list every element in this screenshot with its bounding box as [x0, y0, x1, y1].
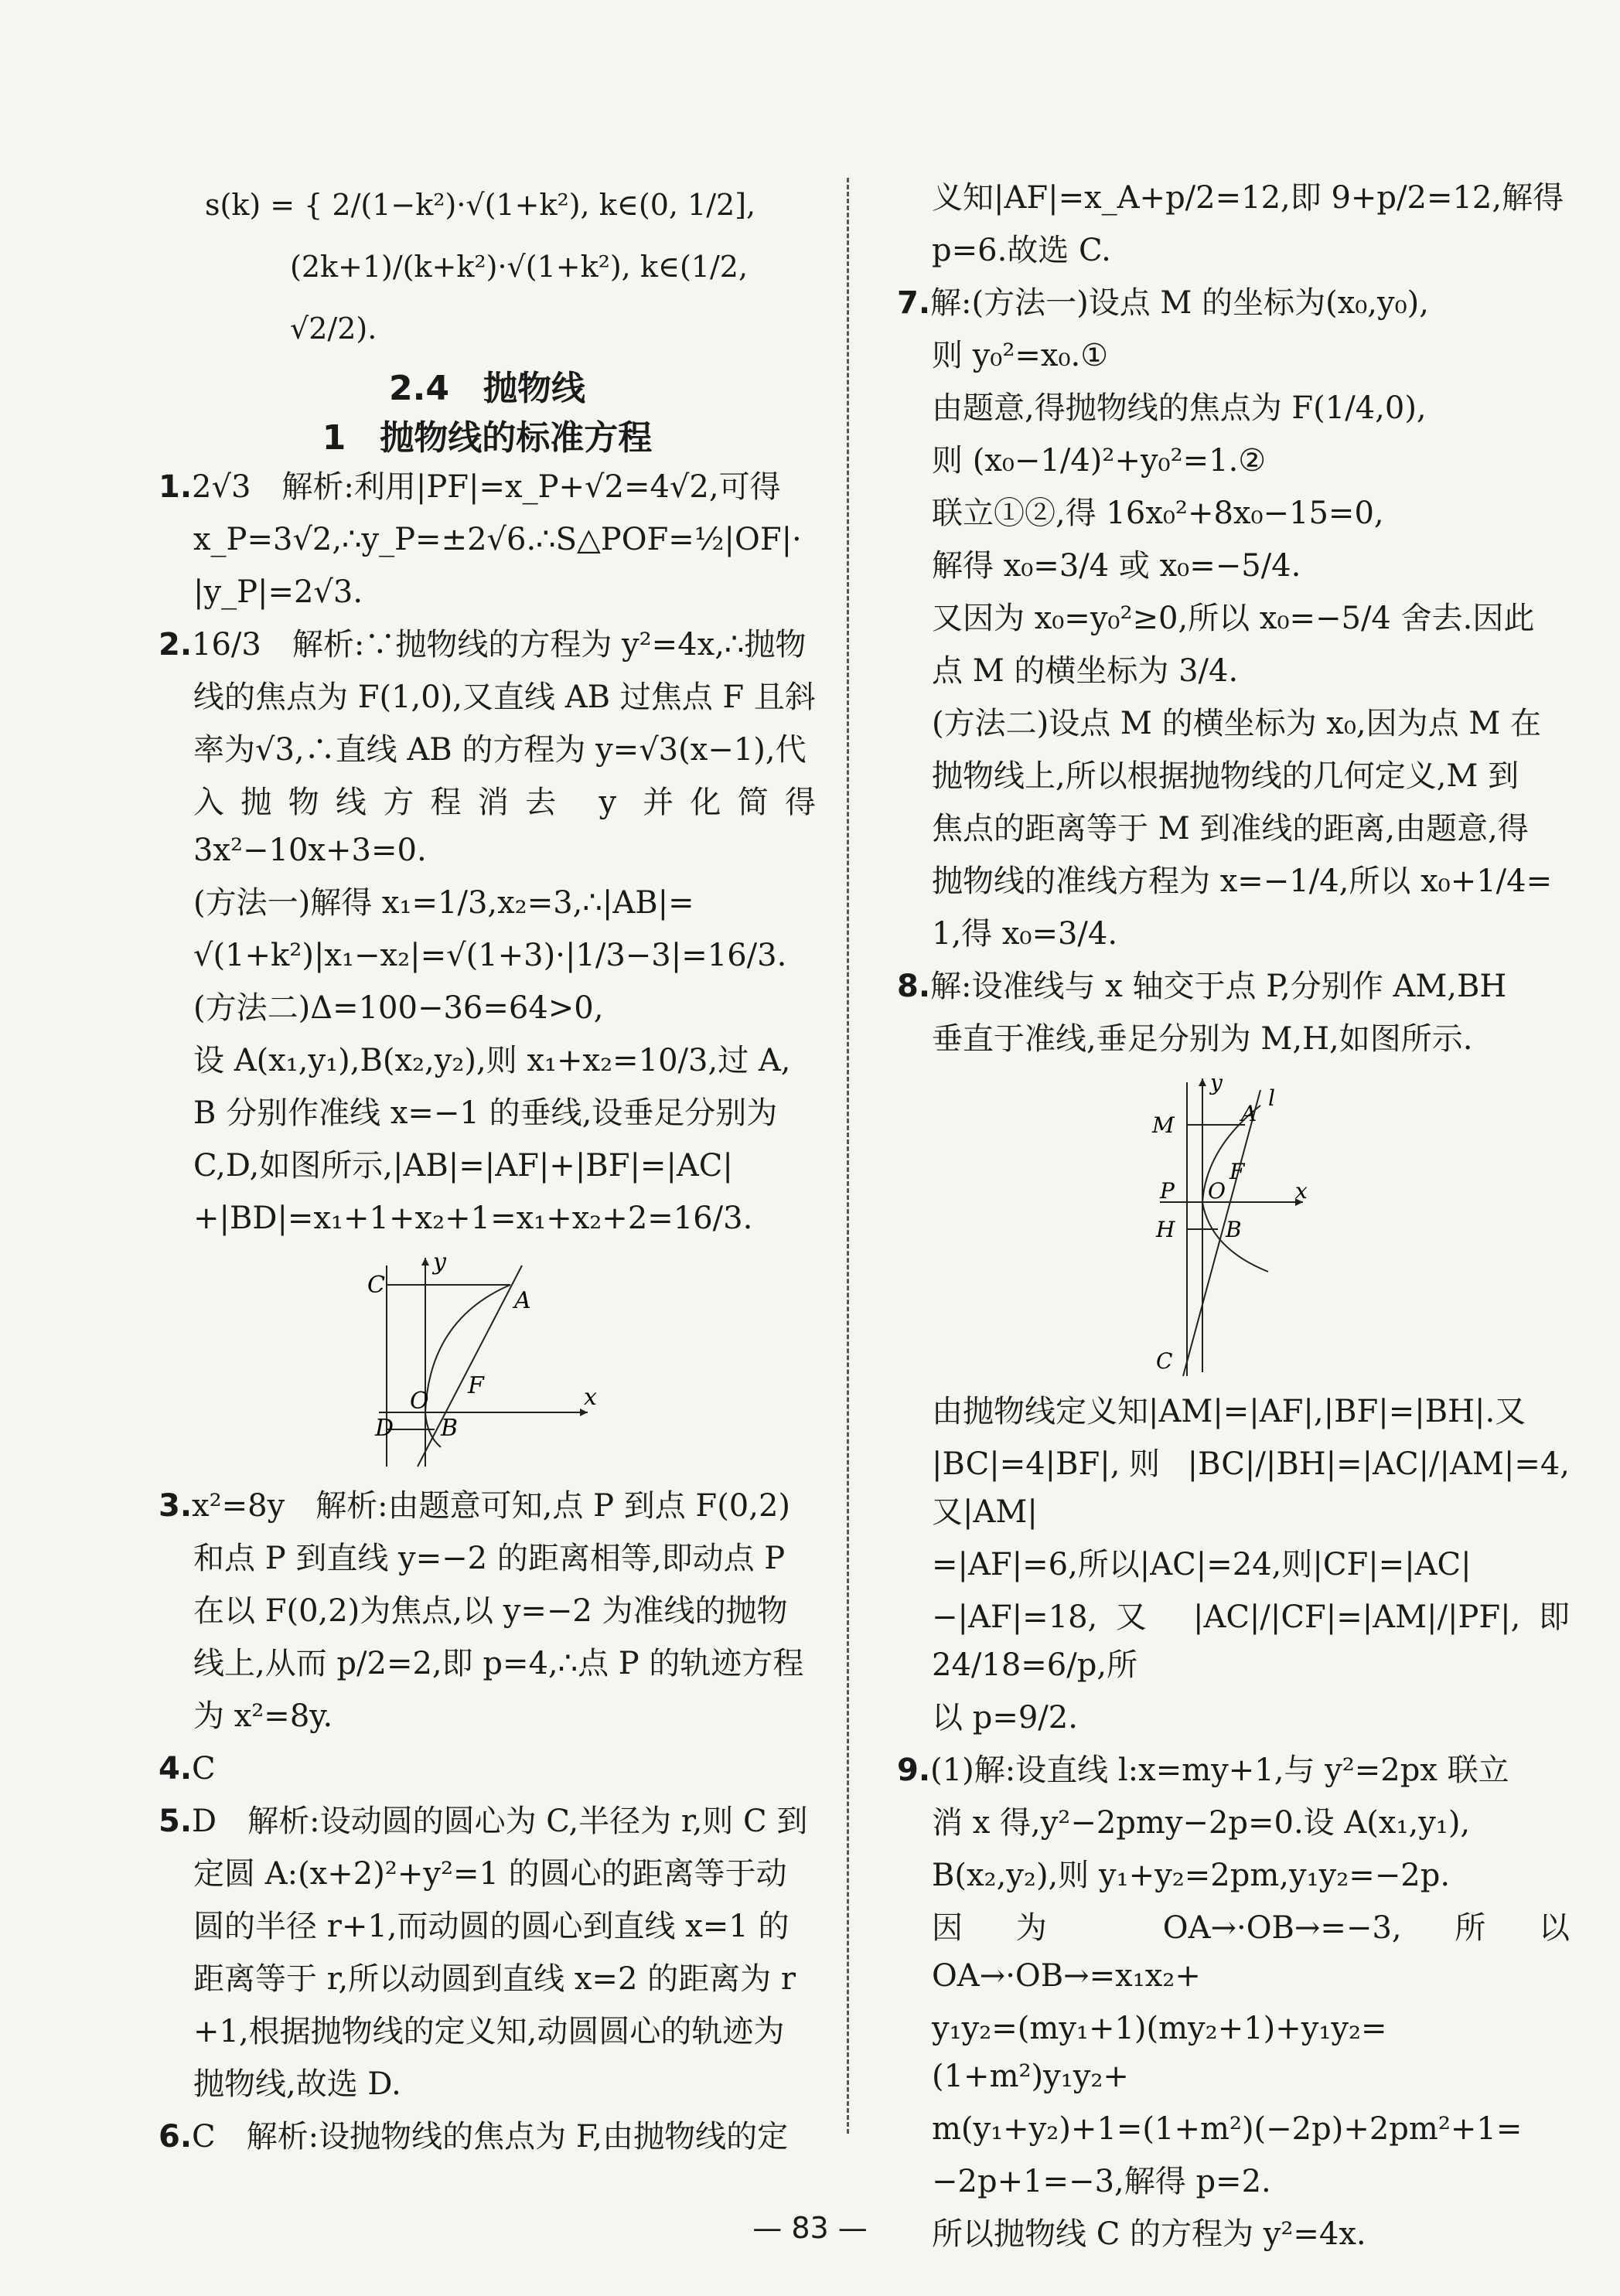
answer-line: 因为 OA→·OB→=−3,所以 OA→·OB→=x₁x₂+ [932, 1910, 1570, 1994]
label-l: l [1268, 1085, 1275, 1111]
subsection-title: 1 抛物线的标准方程 [322, 418, 653, 458]
label-y: y [1210, 1070, 1223, 1095]
question-2 [159, 621, 816, 1242]
question-number: 6. [159, 2119, 193, 2155]
answer-line: 解:设准线与 x 轴交于点 P,分别作 AM,BH [930, 969, 1507, 1004]
line-l [1183, 1090, 1260, 1376]
answer-text: C [192, 1751, 216, 1787]
answer-line: y₁y₂=(my₁+1)(my₂+1)+y₁y₂=(1+m²)y₁y₂+ [932, 2011, 1387, 2094]
answer-line: C,D,如图所示,|AB|=|AF|+|BF|=|AC| [193, 1148, 733, 1184]
answer-line: 垂直于准线,垂足分别为 M,H,如图所示. [932, 1021, 1473, 1057]
answer-line: 则 (x₀−1/4)²+y₀²=1.② [932, 443, 1267, 479]
answer-line: |BC|=4|BF|,则 |BC|/|BH|=|AC|/|AM|=4,又|AM| [932, 1446, 1570, 1530]
question-3 [159, 1482, 816, 1740]
answer-line: (方法一)解得 x₁=1/3,x₂=3,∴|AB|= [193, 885, 694, 921]
question-8 [897, 962, 1570, 1742]
answer-line: 焦点的距离等于 M 到准线的距离,由题意,得 [932, 811, 1529, 847]
piecewise-line-2: (2k+1)/(k+k²)·√(1+k²), k∈(1/2, √2/2). [290, 250, 749, 346]
answer-line: 点 M 的横坐标为 3/4. [932, 653, 1239, 689]
answer-line: −2p+1=−3,解得 p=2. [932, 2164, 1271, 2199]
question-number: 3. [159, 1488, 193, 1524]
label-x: x [1295, 1178, 1308, 1204]
question-number: 1. [159, 469, 193, 505]
answer-line: 距离等于 r,所以动圆到直线 x=2 的距离为 r [193, 1961, 796, 1997]
answer-line: 率为√3,∴直线 AB 的方程为 y=√3(x−1),代 [193, 732, 807, 768]
question-7 [897, 279, 1570, 958]
label-C: C [367, 1272, 385, 1299]
label-F: F [468, 1372, 484, 1399]
answer-line: 抛物线的准线方程为 x=−1/4,所以 x₀+1/4= [932, 864, 1553, 899]
answer-line: 由题意,得抛物线的焦点为 F(1/4,0), [932, 390, 1427, 426]
answer-line: 入抛物线方程消去 y 并化简得 3x²−10x+3=0. [193, 785, 816, 868]
label-M: M [1152, 1112, 1175, 1138]
piecewise-line-1: s(k) = { 2/(1−k²)·√(1+k²), k∈(0, 1/2], [205, 188, 756, 222]
answer-line: 由抛物线定义知|AM|=|AF|,|BF|=|BH|.又 [932, 1394, 1526, 1429]
answer-line: (方法二)Δ=100−36=64>0, [193, 990, 604, 1026]
answer-text: C 解析:设抛物线的焦点为 F,由抛物线的定 [192, 2119, 789, 2155]
label-O: O [410, 1388, 429, 1415]
answer-line: 为 x²=8y. [193, 1698, 333, 1734]
label-O: O [1208, 1178, 1226, 1204]
answer-line: 则 y₀²=x₀.① [932, 338, 1109, 373]
answer-line: 1,得 x₀=3/4. [932, 916, 1118, 952]
right-column [897, 174, 1570, 2263]
question-4 [159, 1745, 816, 1793]
question-9 [897, 1746, 1570, 2258]
answer-line: 在以 F(0,2)为焦点,以 y=−2 为准线的抛物 [193, 1593, 788, 1629]
label-A: A [514, 1287, 531, 1314]
question-1 [159, 463, 816, 616]
answer-line: =|AF|=6,所以|AC|=24,则|CF|=|AC| [932, 1547, 1472, 1582]
answer-line: 定圆 A:(x+2)²+y²=1 的圆心的距离等于动 [193, 1856, 787, 1892]
answer-line: m(y₁+y₂)+1=(1+m²)(−2p)+2pm²+1= [932, 2111, 1523, 2147]
answer-line: 16/3 解析:∵抛物线的方程为 y²=4x,∴抛物 [192, 627, 807, 663]
answer-line: D 解析:设动圆的圆心为 C,半径为 r,则 C 到 [192, 1804, 808, 1839]
answer-line: B(x₂,y₂),则 y₁+y₂=2pm,y₁y₂=−2p. [932, 1858, 1451, 1893]
answer-line: 线的焦点为 F(1,0),又直线 AB 过焦点 F 且斜 [193, 680, 816, 715]
question-number: 8. [897, 969, 931, 1004]
answer-line: 联立①②,得 16x₀²+8x₀−15=0, [932, 496, 1384, 531]
answer-line: 设 A(x₁,y₁),B(x₂,y₂),则 x₁+x₂=10/3,过 A, [193, 1043, 791, 1078]
question-5 [159, 1797, 816, 2108]
answer-line: +|BD|=x₁+1+x₂+1=x₁+x₂+2=16/3. [193, 1201, 753, 1236]
answer-line: 以 p=9/2. [932, 1700, 1078, 1736]
section-title: 2.4 抛物线 [389, 369, 585, 408]
column-divider [847, 178, 849, 2134]
label-D: D [375, 1415, 394, 1442]
answer-line: 抛物线上,所以根据抛物线的几何定义,M 到 [932, 758, 1519, 794]
answer-line: 义知|AF|=x_A+p/2=12,即 9+p/2=12,解得 [932, 180, 1564, 216]
answer-line: 消 x 得,y²−2pmy−2p=0.设 A(x₁,y₁), [932, 1805, 1471, 1841]
question-number: 7. [897, 285, 931, 321]
answer-line: −|AF|=18,又 |AC|/|CF|=|AM|/|PF|,即 24/18=6/p,所 [932, 1599, 1570, 1683]
page-number: — 83 — [752, 2211, 868, 2245]
answer-line: 和点 P 到直线 y=−2 的距离相等,即动点 P [193, 1541, 786, 1576]
label-x: x [584, 1384, 597, 1411]
parabola-figure-2 [1152, 1071, 1315, 1380]
answer-line: 所以抛物线 C 的方程为 y²=4x. [932, 2216, 1366, 2252]
label-H: H [1156, 1217, 1175, 1242]
answer-line: 又因为 x₀=y₀²≥0,所以 x₀=−5/4 舍去.因此 [932, 601, 1535, 636]
question-number: 4. [159, 1751, 193, 1787]
label-B: B [1226, 1217, 1242, 1242]
answer-line: 圆的半径 r+1,而动圆的圆心到直线 x=1 的 [193, 1909, 790, 1944]
label-A: A [1241, 1101, 1257, 1126]
answer-line: 2√3 解析:利用|PF|=x_P+√2=4√2,可得 [192, 469, 781, 505]
label-F: F [1229, 1159, 1245, 1184]
left-column [159, 174, 816, 2165]
label-B: B [441, 1415, 459, 1442]
question-number: 9. [897, 1753, 931, 1788]
answer-line: x_P=3√2,∴y_P=±2√6.∴S△POF=½|OF|· [193, 522, 802, 557]
label-y: y [433, 1248, 446, 1276]
answer-line: |y_P|=2√3. [193, 574, 363, 610]
answer-line: (1)解:设直线 l:x=my+1,与 y²=2px 联立 [930, 1753, 1509, 1788]
answer-line: √(1+k²)|x₁−x₂|=√(1+3)·|1/3−3|=16/3. [193, 938, 787, 973]
label-P: P [1160, 1178, 1175, 1204]
answer-line: 解:(方法一)设点 M 的坐标为(x₀,y₀), [930, 285, 1429, 321]
question-number: 2. [159, 627, 193, 663]
answer-line: 线上,从而 p/2=2,即 p=4,∴点 P 的轨迹方程 [193, 1646, 804, 1681]
answer-line: 抛物线,故选 D. [193, 2066, 401, 2102]
answer-line: B 分别作准线 x=−1 的垂线,设垂足分别为 [193, 1095, 778, 1131]
question-number: 5. [159, 1804, 193, 1839]
answer-line: 解得 x₀=3/4 或 x₀=−5/4. [932, 548, 1301, 584]
answer-line: x²=8y 解析:由题意可知,点 P 到点 F(0,2) [192, 1488, 791, 1524]
piecewise-function [159, 174, 816, 359]
question-6 [159, 2113, 816, 2161]
answer-line: p=6.故选 C. [932, 233, 1111, 268]
parabola-figure-1 [367, 1248, 603, 1474]
answer-line: +1,根据抛物线的定义知,动圆圆心的轨迹为 [193, 2014, 785, 2049]
answer-line: (方法二)设点 M 的横坐标为 x₀,因为点 M 在 [932, 706, 1542, 741]
label-C: C [1156, 1348, 1173, 1374]
